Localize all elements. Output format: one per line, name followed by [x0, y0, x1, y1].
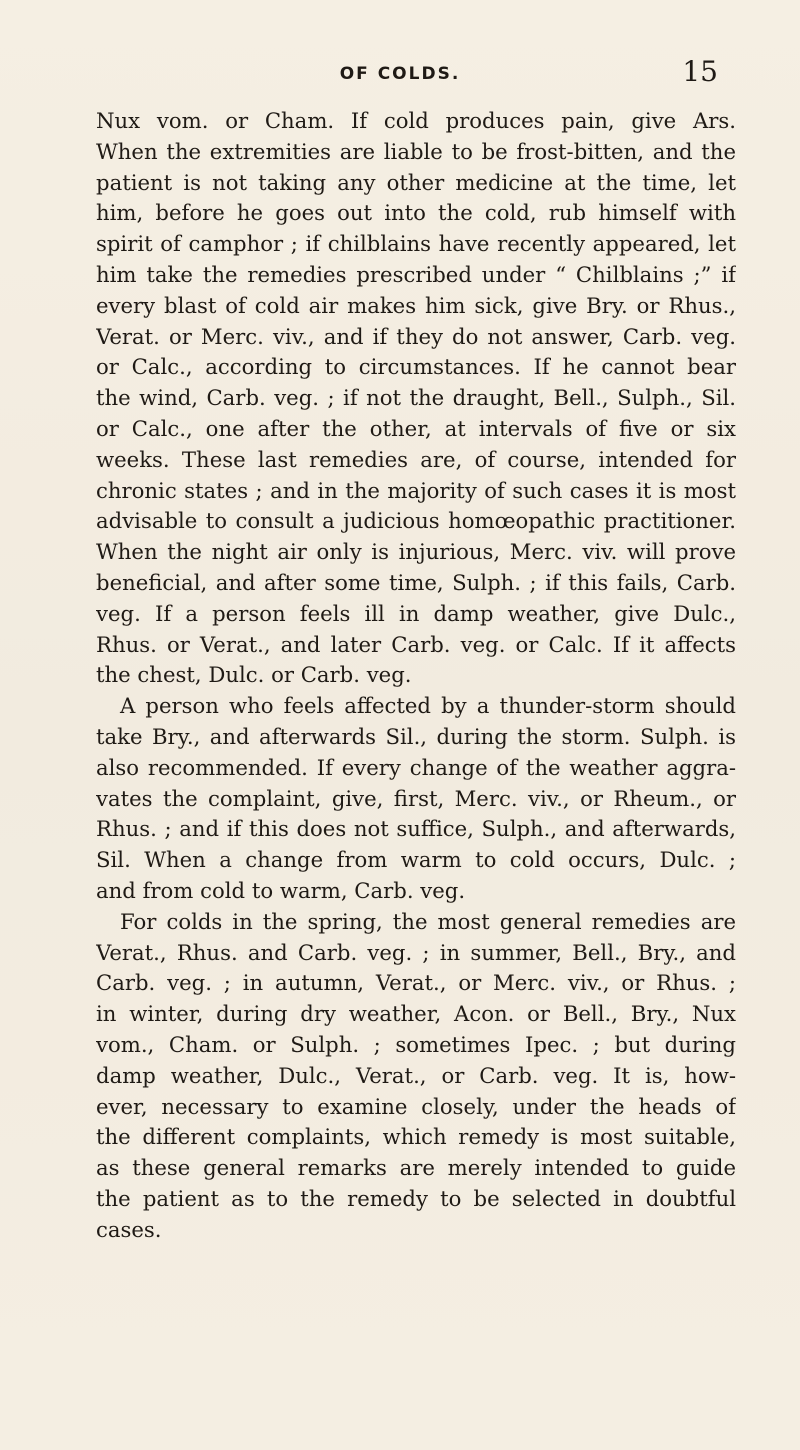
text-line: Verat. or Merc. viv., and if they do not answer, Carb. veg.	[96, 323, 736, 349]
text-line: vates the complaint, give, first, Merc. viv., or Rheum., or	[96, 785, 736, 811]
running-title: OF COLDS.	[339, 64, 461, 84]
paragraph-3	[96, 907, 736, 1246]
text-line: A person who feels affected by a thunder-storm should	[120, 693, 736, 719]
body-text	[96, 106, 736, 1245]
text-line: Rhus. or Verat., and later Carb. veg. or Calc. If it affects	[96, 631, 736, 657]
text-line: and from cold to warm, Carb. veg.	[96, 877, 466, 903]
text-line: vom., Cham. or Sulph. ; sometimes Ipec. ; but during	[96, 1031, 736, 1057]
text-line: as these general remarks are merely intended to guide	[96, 1155, 736, 1181]
text-line: in winter, during dry weather, Acon. or Bell., Bry., Nux	[96, 1001, 736, 1027]
text-line: chronic states ; and in the majority of such cases it is most	[96, 477, 736, 503]
text-line: When the extremities are liable to be frost-bitten, and the	[96, 138, 736, 164]
text-line: patient is not taking any other medicine at the time, let	[96, 169, 736, 195]
text-line: Rhus. ; and if this does not suffice, Sulph., and afterwards,	[96, 816, 736, 842]
text-line: the different complaints, which remedy is most suitable,	[96, 1124, 736, 1150]
text-line: Carb. veg. ; in autumn, Verat., or Merc. viv., or Rhus. ;	[96, 970, 736, 996]
text-line: cases.	[96, 1216, 162, 1242]
text-line: every blast of cold air makes him sick, give Bry. or Rhus.,	[96, 292, 736, 318]
text-line: take Bry., and afterwards Sil., during the storm. Sulph. is	[96, 723, 736, 749]
text-line: Nux vom. or Cham. If cold produces pain, give Ars.	[96, 108, 736, 133]
paragraph-2	[96, 691, 736, 907]
paragraph-1	[96, 106, 736, 691]
text-line: ever, necessary to examine closely, under the heads of	[96, 1093, 736, 1119]
text-line: damp weather, Dulc., Verat., or Carb. veg. It is, how-	[96, 1062, 736, 1088]
text-line: weeks. These last remedies are, of course, intended for	[96, 446, 736, 472]
text-line: spirit of camphor ; if chilblains have recently appeared, let	[96, 231, 736, 257]
text-line: or Calc., one after the other, at intervals of five or six	[96, 415, 736, 441]
text-line: Sil. When a change from warm to cold occurs, Dulc. ;	[96, 847, 736, 873]
text-line: also recommended. If every change of the weather aggra-	[96, 754, 736, 780]
text-line: advisable to consult a judicious homœopathic practitioner.	[96, 508, 736, 534]
text-line: For colds in the spring, the most general remedies are	[120, 908, 736, 934]
text-line: him, before he goes out into the cold, rub himself with	[96, 200, 736, 226]
page-number: 15	[682, 55, 718, 88]
text-line: When the night air only is injurious, Merc. viv. will prove	[96, 539, 736, 565]
text-line: him take the remedies prescribed under “ Chilblains ;” if	[96, 261, 736, 287]
text-line: Verat., Rhus. and Carb. veg. ; in summer, Bell., Bry., and	[96, 939, 736, 965]
text-line: or Calc., according to circumstances. If he cannot bear	[96, 354, 736, 380]
text-line: veg. If a person feels ill in damp weather, give Dulc.,	[96, 600, 736, 626]
text-line: the wind, Carb. veg. ; if not the draught, Bell., Sulph., Sil.	[96, 385, 736, 411]
text-line: beneficial, and after some time, Sulph. ; if this fails, Carb.	[96, 569, 736, 595]
text-line: the chest, Dulc. or Carb. veg.	[96, 662, 412, 688]
text-line: the patient as to the remedy to be selected in doubtful	[96, 1185, 736, 1211]
